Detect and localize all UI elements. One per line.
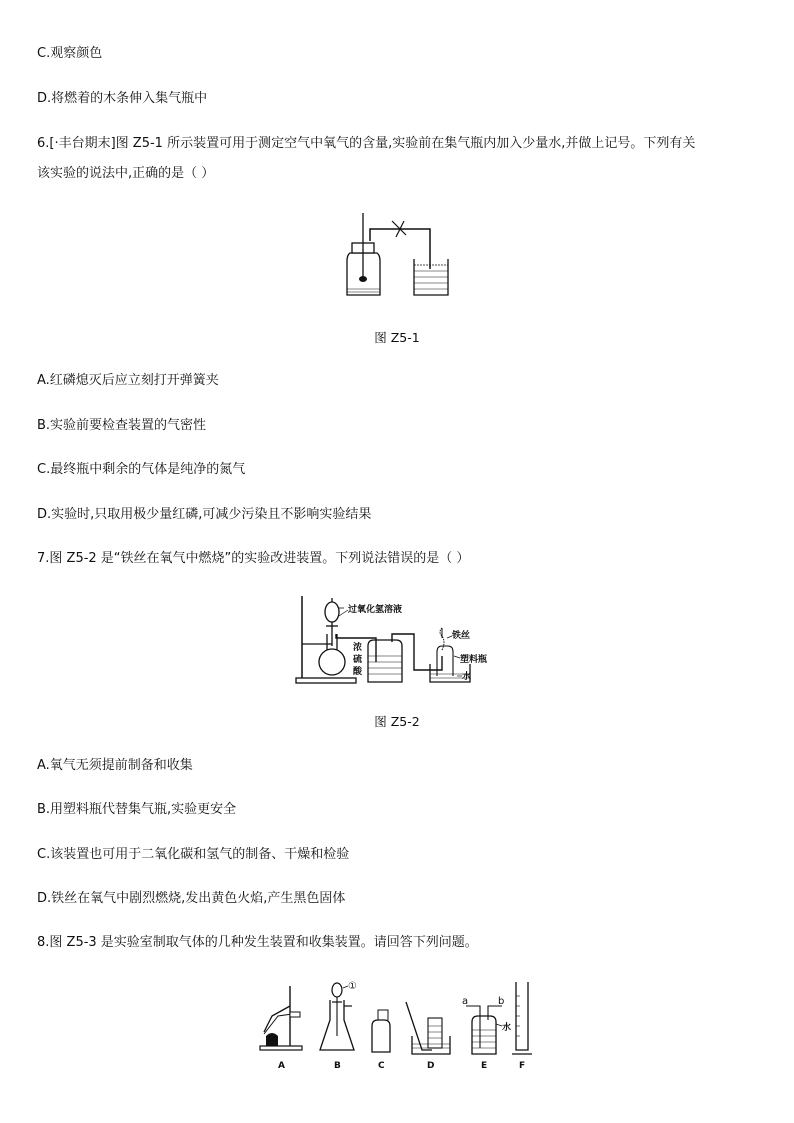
figure-z5-2-caption: 图 Z5-2 — [374, 714, 420, 729]
label-circle-one: ① — [348, 981, 357, 992]
label-plastic-bottle: 塑料瓶 — [460, 655, 488, 665]
label-iron-wire: 铁丝 — [452, 631, 471, 641]
label-C: C — [378, 1061, 385, 1071]
q6-stem-line2: 该实验的说法中,正确的是（ ） — [37, 166, 215, 181]
q7-option-d: D.铁丝在氧气中剧烈燃烧,发出黄色火焰,产生黑色固体 — [37, 891, 346, 906]
figure-z5-1 — [330, 205, 470, 301]
q7-option-c: C.该装置也可用于二氧化碳和氢气的制备、干燥和检验 — [37, 847, 350, 862]
label-conc-2: 硫 — [353, 655, 363, 665]
label-F: F — [519, 1061, 526, 1071]
q6-stem-line1: 6.[·丰台期末]图 Z5-1 所示装置可用于测定空气中氧气的含量,实验前在集气瓶内加入少量水,并做上记号。下列有关 — [37, 136, 696, 151]
q6-option-c: C.最终瓶中剩余的气体是纯净的氮气 — [37, 462, 246, 477]
label-h2o2: 过氧化氢溶液 — [348, 605, 403, 615]
figure-z5-3 — [250, 976, 550, 1074]
label-a: a — [462, 996, 469, 1007]
q7-option-a: A.氧气无须提前制备和收集 — [37, 758, 193, 773]
label-D: D — [427, 1061, 435, 1071]
label-E: E — [481, 1061, 488, 1071]
label-conc-1: 浓 — [353, 643, 363, 653]
figure-z5-1-caption: 图 Z5-1 — [374, 330, 420, 345]
q7-option-b: B.用塑料瓶代替集气瓶,实验更安全 — [37, 802, 237, 817]
q8-stem: 8.图 Z5-3 是实验室制取气体的几种发生装置和收集装置。请回答下列问题。 — [37, 935, 478, 950]
label-water: 水 — [462, 672, 472, 682]
q5-option-c: C.观察颜色 — [37, 46, 103, 61]
label-b: b — [498, 996, 505, 1007]
label-conc-3: 酸 — [353, 667, 363, 677]
figure-z5-2 — [292, 590, 522, 690]
label-B: B — [334, 1061, 341, 1071]
q5-option-d: D.将燃着的木条伸入集气瓶中 — [37, 91, 208, 106]
q6-option-a: A.红磷熄灭后应立刻打开弹簧夹 — [37, 373, 219, 388]
label-water-e: 水 — [502, 1023, 512, 1033]
label-A: A — [278, 1061, 285, 1071]
q7-stem: 7.图 Z5-2 是“铁丝在氧气中燃烧”的实验改进装置。下列说法错误的是（ ） — [37, 551, 470, 566]
q6-option-b: B.实验前要检查装置的气密性 — [37, 418, 207, 433]
q6-option-d: D.实验时,只取用极少量红磷,可减少污染且不影响实验结果 — [37, 507, 372, 522]
